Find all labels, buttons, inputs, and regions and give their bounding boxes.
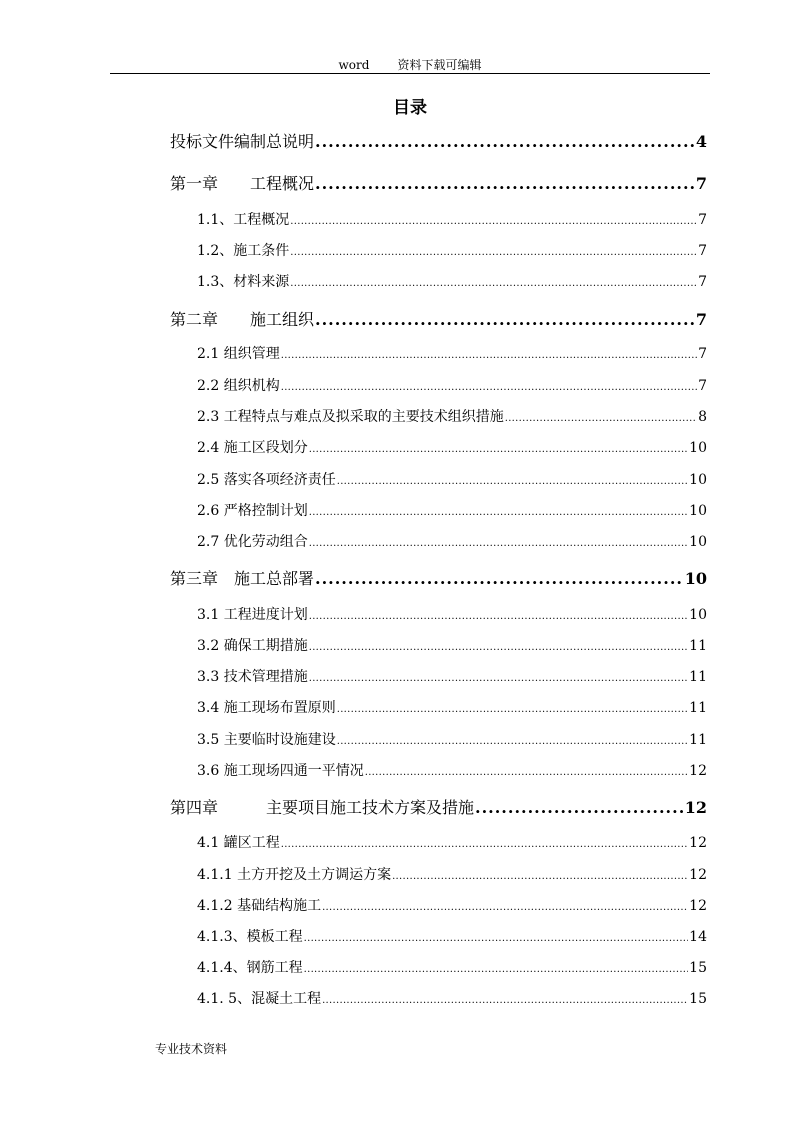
toc-leader xyxy=(315,568,684,590)
toc-entry-title: 2.7 优化劳动组合 xyxy=(197,534,308,550)
toc-title: 目录 xyxy=(393,98,427,118)
toc-leader xyxy=(281,346,697,366)
toc-leader xyxy=(304,929,689,949)
toc-entry-title: 投标文件编制总说明 xyxy=(170,132,315,151)
toc-entry-title: 1.1、工程概况 xyxy=(197,212,290,228)
toc-entry-title: 4.1. 5、混凝土工程 xyxy=(197,991,322,1007)
toc-entry-title: 3.1 工程进度计划 xyxy=(197,607,308,623)
toc-entry[interactable] xyxy=(197,865,707,887)
toc-entry[interactable] xyxy=(197,501,707,523)
header-right-text: 资料下载可编辑 xyxy=(397,58,482,72)
toc-entry[interactable] xyxy=(197,241,707,263)
toc-entry-title: 第四章 主要项目施工技术方案及措施 xyxy=(170,798,475,817)
toc-entry[interactable] xyxy=(197,470,707,492)
toc-entry-page: 8 xyxy=(698,409,707,425)
toc-entry[interactable] xyxy=(197,210,707,232)
toc-entry[interactable] xyxy=(197,958,707,980)
toc-entry-title: 3.4 施工现场布置原则 xyxy=(197,700,336,716)
toc-leader xyxy=(337,700,688,720)
toc-leader xyxy=(290,274,697,294)
toc-entry[interactable] xyxy=(197,532,707,554)
toc-entry[interactable] xyxy=(197,407,707,429)
toc-entry[interactable] xyxy=(197,605,707,627)
toc-leader xyxy=(322,898,688,918)
toc-entry-page: 10 xyxy=(689,440,707,456)
toc-entry-title: 2.2 组织机构 xyxy=(197,378,280,394)
toc-entry[interactable] xyxy=(197,927,707,949)
toc-leader xyxy=(309,638,688,658)
toc-entry[interactable] xyxy=(197,698,707,720)
toc-entry-title: 第二章 施工组织 xyxy=(170,310,315,329)
toc-entry-page: 12 xyxy=(689,898,707,914)
toc-leader xyxy=(505,409,697,429)
toc-entry-page: 7 xyxy=(695,310,707,329)
toc-entry-page: 7 xyxy=(698,274,707,290)
toc-entry-page: 10 xyxy=(689,534,707,550)
toc-entry[interactable] xyxy=(197,761,707,783)
toc-leader xyxy=(337,472,688,492)
toc-leader xyxy=(315,131,695,153)
toc-leader xyxy=(337,732,688,752)
toc-leader xyxy=(475,797,684,819)
toc-entry-title: 1.2、施工条件 xyxy=(197,243,290,259)
toc-entry-title: 第三章 施工总部署 xyxy=(170,569,315,588)
toc-entry-page: 11 xyxy=(689,732,707,748)
toc-entry-page: 12 xyxy=(689,835,707,851)
page-footer: 专业技术资料 xyxy=(155,1042,228,1056)
toc-entry[interactable] xyxy=(197,438,707,460)
toc-leader xyxy=(309,607,688,627)
toc-leader xyxy=(309,440,688,460)
toc-entry-page: 15 xyxy=(689,991,707,1007)
toc-leader xyxy=(392,867,688,887)
toc-leader xyxy=(309,534,688,554)
toc-entry-page: 7 xyxy=(698,243,707,259)
toc-entry[interactable] xyxy=(197,989,707,1011)
toc-entry-page: 7 xyxy=(698,212,707,228)
toc-entry-page: 10 xyxy=(689,503,707,519)
toc-leader xyxy=(290,212,697,232)
toc-leader xyxy=(315,173,695,195)
toc-leader xyxy=(322,991,688,1011)
toc-entry-title: 4.1.3、模板工程 xyxy=(197,929,303,945)
toc-entry-title: 3.2 确保工期措施 xyxy=(197,638,308,654)
toc-entry-title: 2.5 落实各项经济责任 xyxy=(197,472,336,488)
toc-entry[interactable] xyxy=(197,833,707,855)
toc-entry-title: 4.1.2 基础结构施工 xyxy=(197,898,322,914)
toc-entry-page: 10 xyxy=(689,472,707,488)
toc-entry-title: 4.1 罐区工程 xyxy=(197,835,280,851)
toc-leader xyxy=(304,960,689,980)
toc-entry[interactable] xyxy=(170,309,707,331)
toc-entry[interactable] xyxy=(170,568,707,590)
toc-entry[interactable] xyxy=(197,636,707,658)
toc-entry-page: 12 xyxy=(689,867,707,883)
toc-entry-page: 11 xyxy=(689,700,707,716)
toc-entry-title: 2.4 施工区段划分 xyxy=(197,440,308,456)
toc-entry-title: 1.3、材料来源 xyxy=(197,274,290,290)
toc-entry-page: 15 xyxy=(689,960,707,976)
toc-entry[interactable] xyxy=(170,173,707,195)
toc-entry-title: 4.1.1 土方开挖及土方调运方案 xyxy=(197,867,392,883)
toc-entry-page: 11 xyxy=(689,638,707,654)
toc-entry-page: 12 xyxy=(689,763,707,779)
toc-leader xyxy=(309,503,688,523)
toc-entry-title: 2.1 组织管理 xyxy=(197,346,280,362)
toc-leader xyxy=(281,378,697,398)
toc-entry-page: 10 xyxy=(684,569,707,588)
toc-entry[interactable] xyxy=(197,896,707,918)
toc-entry[interactable] xyxy=(197,344,707,366)
toc-entry-title: 3.6 施工现场四通一平情况 xyxy=(197,763,364,779)
toc-leader xyxy=(365,763,688,783)
toc-entry-title: 3.5 主要临时设施建设 xyxy=(197,732,336,748)
toc-entry-page: 7 xyxy=(698,346,707,362)
toc-entry-title: 第一章 工程概况 xyxy=(170,174,315,193)
toc-entry-page: 12 xyxy=(684,798,707,817)
toc-leader xyxy=(315,309,695,331)
toc-entry-page: 7 xyxy=(698,378,707,394)
toc-entry[interactable] xyxy=(197,730,707,752)
toc-entry-title: 2.3 工程特点与难点及拟采取的主要技术组织措施 xyxy=(197,409,504,425)
header-left-text: word xyxy=(338,58,370,72)
toc-entry[interactable] xyxy=(170,131,707,153)
toc-leader xyxy=(309,669,688,689)
toc-entry[interactable] xyxy=(170,797,707,819)
toc-entry-title: 3.3 技术管理措施 xyxy=(197,669,308,685)
toc-entry-page: 14 xyxy=(689,929,707,945)
toc-entry-page: 11 xyxy=(689,669,707,685)
toc-leader xyxy=(281,835,688,855)
toc-entry-title: 4.1.4、钢筋工程 xyxy=(197,960,303,976)
toc-leader xyxy=(290,243,697,263)
toc-entry-page: 10 xyxy=(689,607,707,623)
toc-entry-title: 2.6 严格控制计划 xyxy=(197,503,308,519)
toc-entry[interactable] xyxy=(197,376,707,398)
toc-entry[interactable] xyxy=(197,272,707,294)
toc-entry-page: 4 xyxy=(695,132,707,151)
toc-entry[interactable] xyxy=(197,667,707,689)
toc-entry-page: 7 xyxy=(695,174,707,193)
